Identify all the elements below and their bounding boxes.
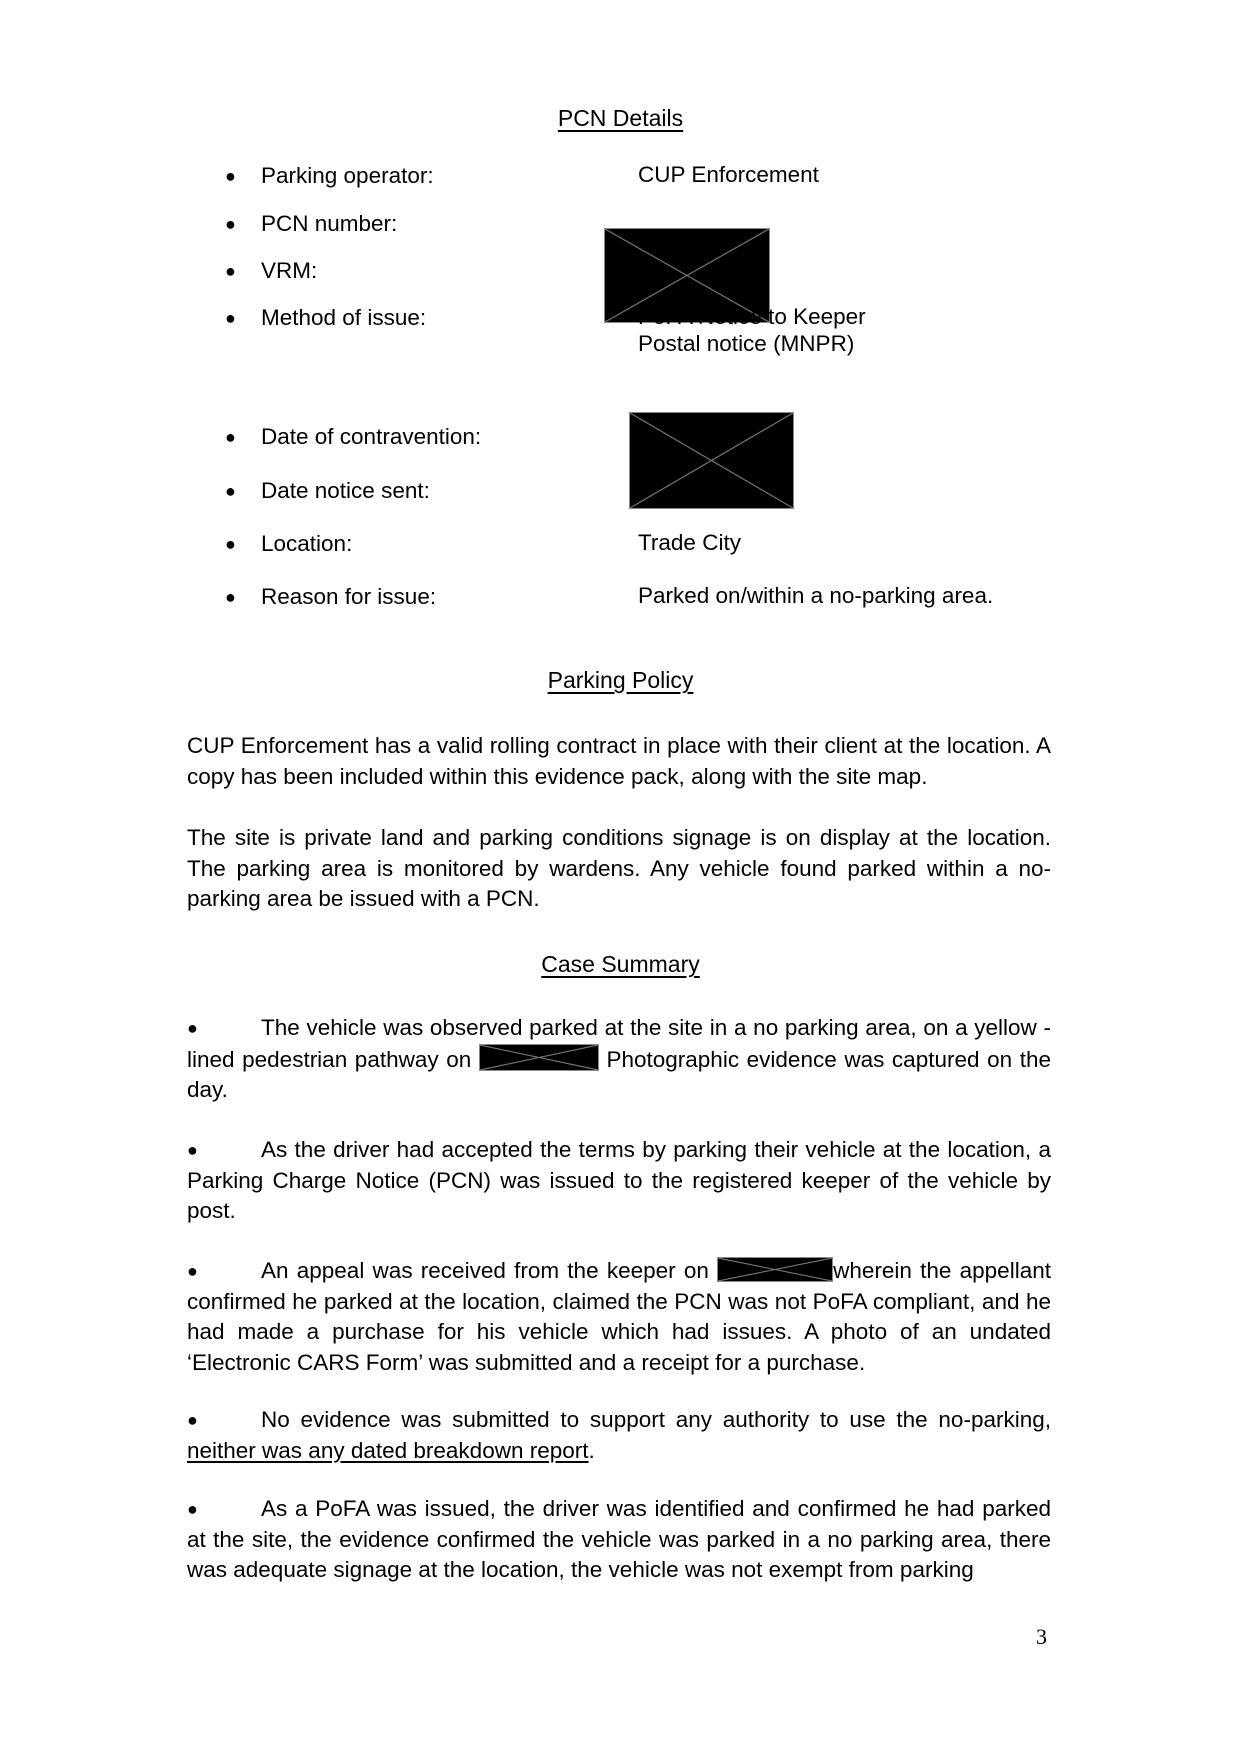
- summary-text: The vehicle was observed parked at the site in a no parking area, on a yellow -lined pedestrian pathway on: [187, 1015, 1051, 1072]
- pcn-detail-row: [0, 478, 1241, 508]
- detail-value: [638, 303, 866, 357]
- detail-label: Location:: [261, 531, 353, 556]
- detail-value: Trade City: [638, 530, 741, 555]
- bullet: ●: [225, 166, 236, 186]
- detail-value-line: PoFA Notice to Keeper: [638, 304, 866, 329]
- detail-label: Reason for issue:: [261, 584, 437, 609]
- bullet: ●: [187, 1018, 198, 1038]
- bullet: ●: [225, 214, 236, 234]
- pcn-detail-row: [0, 584, 1241, 614]
- summary-text: As the driver had accepted the terms by parking their vehicle at the location, a Parking Charge Notice (PCN) was issued to the registered keeper of the vehicle by post.: [187, 1137, 1051, 1223]
- pcn-details-heading: PCN Details: [557, 105, 684, 131]
- bullet: ●: [187, 1499, 198, 1519]
- redaction-box: [479, 1044, 599, 1071]
- bullet: ●: [187, 1140, 198, 1160]
- bullet: ●: [225, 308, 236, 328]
- summary-text: wherein the appellant confirmed he parked at the location, claimed the PCN was not PoFA compliant, and he had made a purchase for his vehicle which had issues. A photo of an undated ‘Electronic CARS Form’ was submitted and a receipt for a purchase.: [187, 1258, 1051, 1375]
- pcn-detail-row: [0, 424, 1241, 454]
- underlined-text: neither was any dated breakdown report: [187, 1437, 589, 1463]
- pcn-detail-row: [0, 163, 1241, 193]
- pcn-detail-row: [0, 305, 1241, 365]
- summary-item: [187, 1494, 1051, 1586]
- summary-text: Photographic evidence was captured on the day.: [187, 1046, 1051, 1102]
- summary-item: [187, 1135, 1051, 1227]
- redaction-box: [717, 1257, 833, 1282]
- policy-paragraph: CUP Enforcement has a valid rolling contract in place with their client at the location. A copy has been included within this evidence pack, along with the site map.: [187, 733, 1051, 789]
- case-summary-heading: Case Summary: [541, 951, 700, 977]
- summary-item: [187, 1405, 1051, 1466]
- bullet: ●: [225, 261, 236, 281]
- summary-text: No evidence was submitted to support any authority to use the no-parking,: [261, 1407, 1051, 1432]
- detail-label: VRM:: [261, 258, 318, 283]
- detail-label: Method of issue:: [261, 305, 427, 330]
- bullet: ●: [225, 534, 236, 554]
- summary-item: [187, 1256, 1051, 1378]
- detail-label: Parking operator:: [261, 163, 434, 188]
- detail-value: Parked on/within a no-parking area.: [638, 583, 994, 608]
- summary-text: An appeal was received from the keeper on: [261, 1258, 709, 1283]
- parking-policy-heading: Parking Policy: [547, 667, 694, 693]
- bullet: ●: [225, 481, 236, 501]
- detail-label: Date notice sent:: [261, 478, 430, 503]
- bullet: ●: [187, 1410, 198, 1430]
- detail-value-line: Postal notice (MNPR): [638, 331, 855, 356]
- summary-item: [187, 1013, 1051, 1106]
- redaction-box: [629, 412, 794, 509]
- policy-paragraph: The site is private land and parking conditions signage is on display at the location. The parking area is monitored by wardens. Any vehicle found parked within a no-parking area be issued with a PCN.: [187, 825, 1051, 911]
- pcn-detail-row: [0, 531, 1241, 561]
- page-number: 3: [1036, 1624, 1047, 1649]
- bullet: ●: [187, 1261, 198, 1281]
- summary-text: As a PoFA was issued, the driver was identified and confirmed he had parked at the site, the evidence confirmed the vehicle was parked in a no parking area, there was adequate signage at the location, the vehicle was not exempt from parking: [187, 1496, 1051, 1582]
- bullet: ●: [225, 587, 236, 607]
- summary-text: .: [588, 1437, 595, 1463]
- detail-label: PCN number:: [261, 211, 398, 236]
- bullet: ●: [225, 427, 236, 447]
- detail-label: Date of contravention:: [261, 424, 482, 449]
- detail-value: CUP Enforcement: [638, 162, 819, 187]
